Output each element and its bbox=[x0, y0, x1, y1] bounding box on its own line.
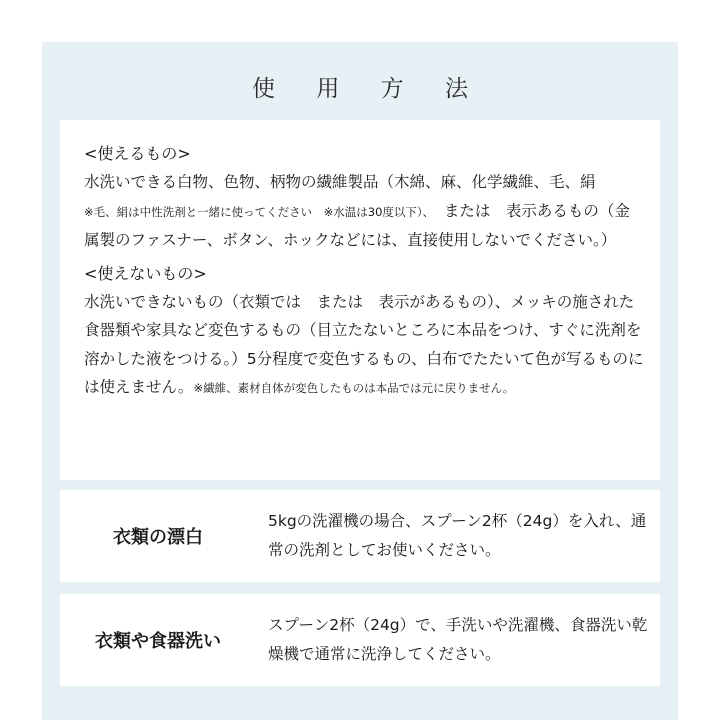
usage-card bbox=[60, 120, 660, 480]
unusable-description bbox=[84, 288, 644, 403]
method-card-bleach bbox=[60, 490, 660, 582]
usable-description bbox=[84, 168, 644, 255]
panel-title: 使 用 方 法 bbox=[252, 76, 485, 102]
usage-panel bbox=[42, 42, 678, 720]
method-description: 5kgの洗濯機の場合、スプーン2杯（24g）を入れ、通常の洗剤としてお使いください。 bbox=[268, 512, 647, 559]
unusable-note: ※繊維、素材自体が変色したものは本品では元に戻りません。 bbox=[193, 381, 515, 395]
unusable-heading: <使えないもの> bbox=[84, 263, 207, 283]
method-label: 衣類や食器洗い bbox=[95, 631, 221, 652]
method-card-wash bbox=[60, 594, 660, 686]
usable-note: ※毛、絹は中性洗剤と一緒に使ってください ※水温は30度以下）、 bbox=[84, 204, 429, 219]
unusable-text: 水洗いできないもの（衣類では または 表示があるもの）、メッキの施された食器類や家具など変色するもの（目立たないところに本品をつけ、すぐに洗剤を溶かした液をつける。）5分程度で変色するもの、白布でたたいて色が写るものには使えません。 bbox=[84, 292, 644, 396]
method-description: スプーン2杯（24g）で、手洗いや洗濯機、食器洗い乾燥機で通常に洗浄してください。 bbox=[268, 616, 648, 663]
usable-text-cont: または 表示あるもの（金属製のファスナー、ボタン、ホックなどには、直接使用しないでください。） bbox=[84, 201, 630, 249]
usable-heading: <使えるもの> bbox=[84, 144, 191, 163]
method-label: 衣類の漂白 bbox=[113, 527, 203, 548]
usable-text: 水洗いできる白物、色物、柄物の繊維製品（木綿、麻、化学繊維、毛、絹 bbox=[84, 173, 596, 191]
